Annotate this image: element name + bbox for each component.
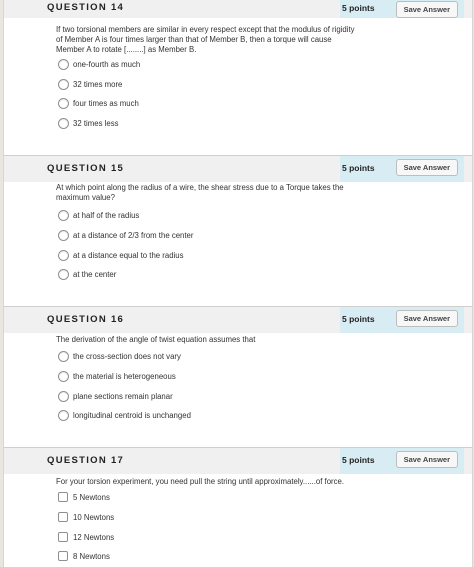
option-label: 32 times less [73,119,119,128]
option-label: four times as much [73,99,139,108]
checkbox[interactable] [58,492,68,502]
option-label: 10 Newtons [73,513,115,522]
option-label: at a distance of 2/3 from the center [73,231,194,240]
checkbox[interactable] [58,551,68,561]
question-14 [4,0,472,128]
radio-button[interactable] [58,118,69,129]
option-label: longitudinal centroid is unchanged [73,411,191,420]
option-label: 8 Newtons [73,552,110,561]
option-label: one-fourth as much [73,60,141,69]
question-header [4,155,472,182]
radio-button[interactable] [58,79,69,90]
question-title: QUESTION 17 [47,455,125,466]
question-title: QUESTION 14 [47,2,125,13]
checkbox[interactable] [58,532,68,542]
question-header [4,0,472,18]
radio-button[interactable] [58,250,69,261]
option-label: the material is heterogeneous [73,372,176,381]
question-15 [4,155,472,279]
question-title: QUESTION 16 [47,314,125,325]
option-label: at a distance equal to the radius [73,251,184,260]
option-label: 32 times more [73,80,123,89]
points-label: 5 points [342,3,375,13]
points-panel [340,448,464,474]
radio-button[interactable] [58,391,69,402]
option-label: 5 Newtons [73,493,110,502]
radio-button[interactable] [58,98,69,109]
points-label: 5 points [342,163,375,173]
points-label: 5 points [342,314,375,324]
points-panel [340,307,464,333]
option-label: at half of the radius [73,211,140,220]
radio-button[interactable] [58,410,69,421]
question-header [4,306,472,333]
question-title: QUESTION 15 [47,163,125,174]
question-text: If two torsional members are similar in every respect except that the modulus of rigidity of Member A is four times larger than that of Member B, then a torque will cause Member A to rotate [........] as Member B. [56,25,355,54]
radio-button[interactable] [58,269,69,280]
points-panel [340,0,464,18]
save-answer-button[interactable]: Save Answer [396,1,458,18]
points-label: 5 points [342,455,375,465]
question-text: At which point along the radius of a wire, the shear stress due to a Torque takes the maximum value? [56,183,344,202]
save-answer-button[interactable]: Save Answer [396,310,458,327]
save-answer-button[interactable]: Save Answer [396,451,458,468]
option-label: at the center [73,270,117,279]
checkbox[interactable] [58,512,68,522]
option-label: 12 Newtons [73,533,115,542]
save-answer-button[interactable]: Save Answer [396,159,458,176]
radio-button[interactable] [58,230,69,241]
quiz-page [3,0,473,567]
option-label: the cross-section does not vary [73,352,181,361]
question-header [4,447,472,474]
option-label: plane sections remain planar [73,392,173,401]
question-16 [4,306,472,420]
radio-button[interactable] [58,210,69,221]
question-17 [4,447,472,561]
question-text: The derivation of the angle of twist equation assumes that [56,335,256,344]
radio-button[interactable] [58,351,69,362]
points-panel [340,156,464,182]
question-text: For your torsion experiment, you need pull the string until approximately......of force. [56,477,345,486]
radio-button[interactable] [58,371,69,382]
radio-button[interactable] [58,59,69,70]
